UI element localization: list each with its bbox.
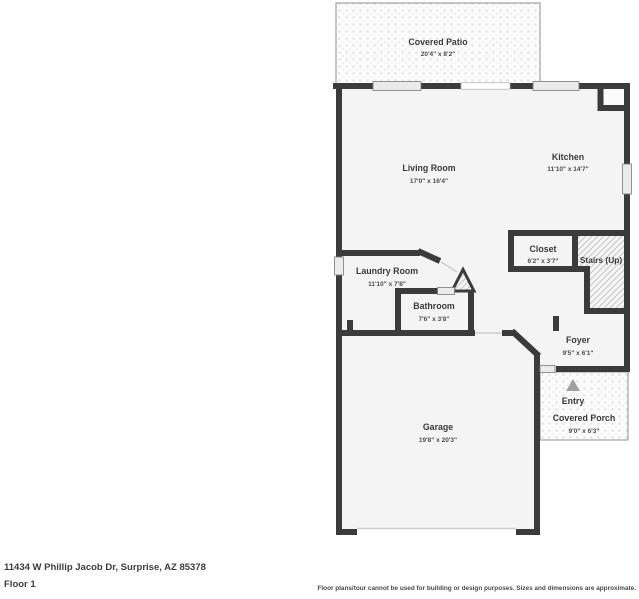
footer <box>4 562 636 592</box>
room-label-bathroom: Bathroom <box>413 301 455 311</box>
room-label-foyer: Foyer <box>566 335 590 345</box>
room-dims-bathroom: 7'6" x 3'8" <box>418 316 450 323</box>
room-covered-patio <box>336 3 540 86</box>
room-label-stairs: Stairs (Up) <box>579 255 623 265</box>
room-label-covered-porch: Covered Porch <box>552 413 616 423</box>
room-label-laundry: Laundry Room <box>355 266 419 276</box>
entry-door <box>540 366 555 373</box>
window-laundry-left <box>335 257 344 275</box>
disclaimer-text: Floor plans/tour cannot be used for building or design purposes. Sizes and dimensions are approximate. <box>317 585 636 592</box>
room-dims-living-room: 17'0" x 16'4" <box>409 178 449 185</box>
patio-slider-opening <box>461 83 510 90</box>
floor-label: Floor 1 <box>4 579 36 590</box>
room-dims-laundry: 11'10" x 7'8" <box>368 281 406 288</box>
room-label-closet: Closet <box>529 244 557 254</box>
address-text: 11434 W Phillip Jacob Dr, Surprise, AZ 85378 <box>4 562 206 573</box>
room-dims-kitchen: 11'10" x 14'7" <box>547 166 589 173</box>
window-bathroom <box>438 288 455 295</box>
room-label-kitchen: Kitchen <box>551 152 585 162</box>
window-living-top <box>373 82 421 91</box>
kitchen-alcove-niche <box>604 89 625 105</box>
room-dims-closet: 6'2" x 3'7" <box>527 258 559 265</box>
room-label-garage: Garage <box>422 422 454 432</box>
room-dims-foyer: 9'5" x 6'1" <box>562 350 594 357</box>
room-label-covered-patio: Covered Patio <box>408 37 468 47</box>
room-dims-garage: 19'8" x 20'3" <box>418 437 458 444</box>
room-dims-covered-patio: 20'4" x 8'2" <box>420 51 456 58</box>
room-dims-covered-porch: 9'0" x 6'3" <box>568 428 600 435</box>
room-label-entry: Entry <box>561 396 585 406</box>
garage-door-gap <box>357 530 516 536</box>
window-kitchen-top <box>533 82 579 91</box>
window-kitchen-right <box>623 164 632 194</box>
room-covered-porch <box>540 372 628 440</box>
room-label-living-room: Living Room <box>402 163 456 173</box>
